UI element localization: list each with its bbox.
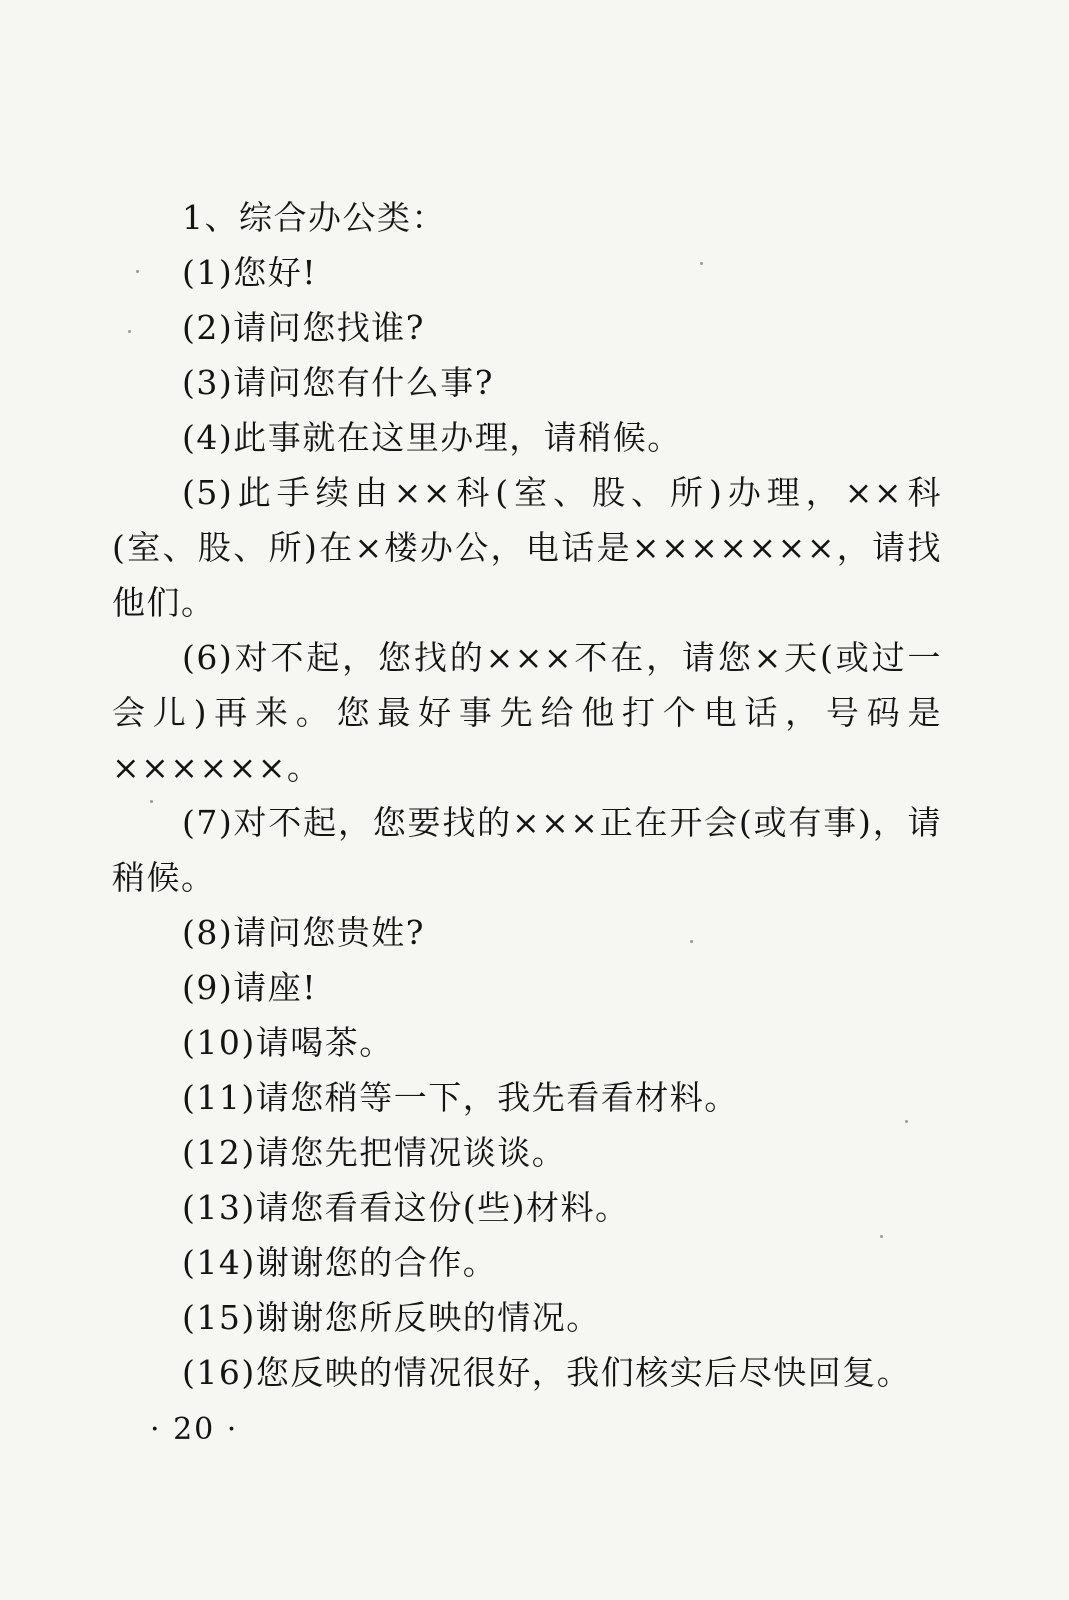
list-item: (15)谢谢您所反映的情况。 xyxy=(182,1298,601,1337)
scan-speck xyxy=(905,1120,908,1123)
scan-speck xyxy=(136,270,139,273)
scan-speck xyxy=(700,262,703,265)
list-item: (1)您好! xyxy=(182,253,318,292)
list-item: (7)对不起，您要找的×××正在开会(或有事)，请稍候。 xyxy=(112,803,942,897)
scan-speck xyxy=(150,800,153,803)
list-item: (13)请您看看这份(些)材料。 xyxy=(182,1188,630,1227)
list-item: (2)请问您找谁? xyxy=(182,308,425,347)
list-item: (16)您反映的情况很好，我们核实后尽快回复。 xyxy=(182,1353,912,1392)
page-body xyxy=(112,190,942,1400)
page-number: · 20 · xyxy=(150,1412,239,1447)
list-item: (3)请问您有什么事? xyxy=(182,363,494,402)
scan-speck xyxy=(880,1235,883,1238)
list-item: (10)请喝茶。 xyxy=(182,1023,394,1062)
list-item: (6)对不起，您找的×××不在，请您×天(或过一会儿)再来。您最好事先给他打个电话，号码是××××××。 xyxy=(112,638,942,787)
list-item: (14)谢谢您的合作。 xyxy=(182,1243,498,1282)
list-item: (11)请您稍等一下，我先看看材料。 xyxy=(182,1078,739,1117)
list-item: (4)此事就在这里办理，请稍候。 xyxy=(182,418,682,457)
list-item: (9)请座! xyxy=(182,968,318,1007)
list-item: (12)请您先把情况谈谈。 xyxy=(182,1133,567,1172)
section-heading: 1、综合办公类： xyxy=(182,198,446,237)
scan-speck xyxy=(128,330,131,333)
scan-speck xyxy=(690,940,693,943)
list-item: (5)此手续由××科(室、股、所)办理，××科(室、股、所)在×楼办公，电话是×××××××，请找他们。 xyxy=(112,473,942,622)
list-item: (8)请问您贵姓? xyxy=(182,913,425,952)
